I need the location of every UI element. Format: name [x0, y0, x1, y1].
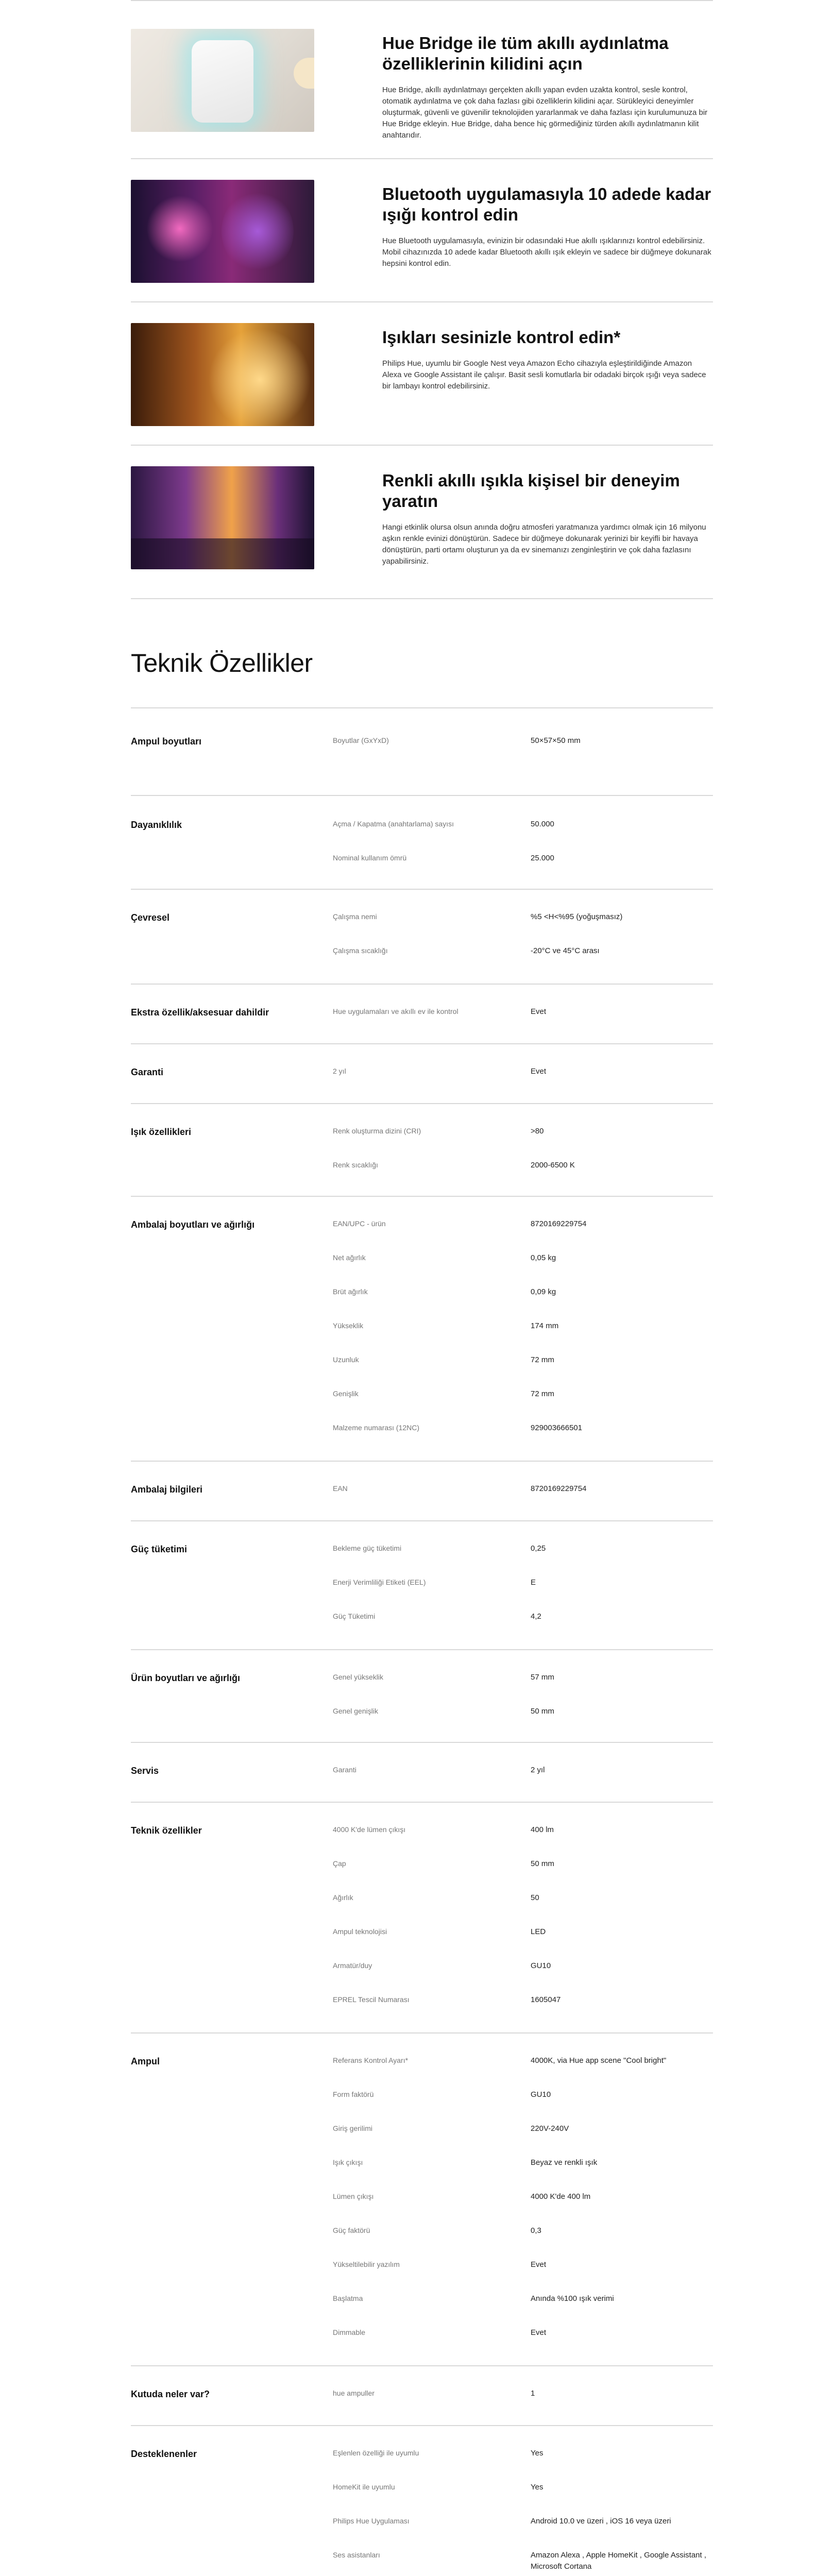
specs-title: Teknik Özellikler: [131, 649, 313, 677]
spec-value-text: Anında %100 ışık verimi: [531, 2294, 614, 2303]
spec-row: [333, 1320, 713, 1354]
spec-section-label: Ampul: [131, 2056, 160, 2066]
spec-value: [531, 735, 713, 747]
spec-value: [531, 2191, 713, 2202]
spec-value: [531, 1483, 713, 1495]
spec-row: [333, 1672, 713, 1706]
feature-list: [131, 1, 713, 599]
spec-value: [531, 2293, 713, 2304]
spec-section: [131, 1649, 713, 1742]
spec-row: [333, 2550, 713, 2576]
spec-key: 2 yıl: [333, 1067, 346, 1075]
spec-value-text: Evet: [531, 2328, 547, 2337]
spec-value: [531, 1765, 713, 1776]
spec-value: [531, 2550, 713, 2572]
spec-section: [131, 1043, 713, 1103]
spec-section-label: Garanti: [131, 1067, 164, 1077]
spec-value-text: 1605047: [531, 1995, 561, 2004]
spec-row: [333, 2448, 713, 2482]
spec-section-label: Teknik özellikler: [131, 1825, 202, 1836]
spec-value: [531, 1252, 713, 1264]
spec-value-text: 174 mm: [531, 1321, 559, 1330]
spec-row: [333, 2327, 713, 2338]
spec-key: Renk sıcaklığı: [333, 1161, 378, 1169]
spec-row: [333, 1577, 713, 1611]
spec-value-text: 4000 K'de 400 lm: [531, 2192, 591, 2201]
spec-value: [531, 1006, 713, 1018]
spec-row: [333, 945, 713, 957]
spec-key: Çalışma nemi: [333, 912, 377, 921]
feature-title: Renkli akıllı ışıkla kişisel bir deneyim yaratın: [382, 471, 680, 511]
spec-section: [131, 1461, 713, 1520]
spec-key: Işık çıkışı: [333, 2158, 363, 2166]
spec-key: Yükseltilebilir yazılım: [333, 2260, 400, 2268]
spec-section: [131, 1196, 713, 1461]
spec-value-text: 0,09 kg: [531, 1287, 556, 1296]
spec-value-text: 2 yıl: [531, 1766, 545, 1774]
spec-row: [333, 1858, 713, 1892]
feature-description: Hue Bluetooth uygulamasıyla, evinizin bir odasındaki Hue akıllı ışıklarınızı kontrol edebilirsiniz. Mobil cihazınızda 10 adede kadar Bluetooth akıllı ışık ekleyin ve sadece bir düğmeye dokunarak hepsini kontrol edin.: [382, 236, 711, 268]
spec-key: Dimmable: [333, 2328, 366, 2336]
spec-key: Lümen çıkışı: [333, 2192, 374, 2200]
spec-value-text: 50×57×50 mm: [531, 736, 581, 745]
spec-key: Bekleme güç tüketimi: [333, 1544, 402, 1552]
spec-row: [333, 2293, 713, 2327]
spec-value-text: 4,2: [531, 1612, 541, 1621]
spec-value-text: GU10: [531, 2090, 551, 2099]
spec-row: [333, 1892, 713, 1926]
spec-value: [531, 1926, 713, 1938]
spec-key: Net ağırlık: [333, 1253, 366, 1262]
feature-title: Işıkları sesinizle kontrol edin*: [382, 328, 621, 347]
spec-row: [333, 1218, 713, 1252]
spec-value: [531, 853, 713, 864]
spec-key: Açma / Kapatma (anahtarlama) sayısı: [333, 820, 454, 828]
spec-value-text: >80: [531, 1127, 544, 1136]
spec-value: [531, 1543, 713, 1554]
spec-value: [531, 819, 713, 830]
spec-key: Güç faktörü: [333, 2226, 370, 2234]
spec-key: Ağırlık: [333, 1893, 353, 1902]
spec-row: [333, 2259, 713, 2293]
spec-value-text: 929003666501: [531, 1423, 583, 1432]
spec-row: [333, 1286, 713, 1320]
spec-value: [531, 1160, 713, 1171]
spec-row: [333, 853, 713, 864]
spec-value: [531, 2055, 713, 2066]
spec-value-text: 50: [531, 1893, 539, 1902]
spec-value-text: Yes: [531, 2449, 543, 2458]
spec-row: [333, 1160, 713, 1171]
spec-row: [333, 1483, 713, 1495]
spec-section: [131, 1520, 713, 1649]
spec-row: [333, 1994, 713, 2006]
spec-section-label: Güç tüketimi: [131, 1544, 188, 1554]
spec-key: Philips Hue Uygulaması: [333, 2517, 410, 2525]
spec-value: [531, 1960, 713, 1972]
spec-row: [333, 1706, 713, 1717]
spec-section: [131, 1742, 713, 1802]
spec-section-label: Ambalaj boyutları ve ağırlığı: [131, 1219, 255, 1230]
spec-value-text: 0,05 kg: [531, 1253, 556, 1262]
spec-key: EAN/UPC - ürün: [333, 1219, 386, 1228]
spec-value-text: 72 mm: [531, 1355, 554, 1364]
spec-value: [531, 1858, 713, 1870]
spec-key: Hue uygulamaları ve akıllı ev ile kontrol: [333, 1007, 458, 1015]
spec-key: Uzunluk: [333, 1355, 359, 1364]
color-light-image: [131, 466, 314, 569]
voice-control-image: [131, 323, 314, 426]
spec-value-text: 25.000: [531, 854, 554, 862]
bluetooth-image: [131, 180, 314, 283]
spec-row: [333, 1765, 713, 1776]
spec-value-text: 72 mm: [531, 1389, 554, 1398]
spec-value: [531, 2482, 713, 2493]
spec-value-text: 0,3: [531, 2226, 541, 2235]
spec-row: [333, 1006, 713, 1018]
feature-bluetooth: [131, 159, 713, 302]
spec-section: [131, 1103, 713, 1196]
spec-value-text: 1: [531, 2389, 535, 2398]
spec-section-label: Işık özellikleri: [131, 1127, 192, 1137]
spec-section-label: Servis: [131, 1766, 159, 1776]
spec-key: Çap: [333, 1859, 346, 1868]
feature-title: Hue Bridge ile tüm akıllı aydınlatma özelliklerinin kilidini açın: [382, 33, 669, 73]
spec-value: [531, 1354, 713, 1366]
spec-row: [333, 2191, 713, 2225]
spec-value: [531, 1577, 713, 1588]
spec-value-text: 0,25: [531, 1544, 546, 1553]
spec-section: [131, 1802, 713, 2032]
spec-value: [531, 1611, 713, 1622]
feature-color-light: [131, 446, 713, 599]
spec-value-text: Evet: [531, 1007, 547, 1016]
spec-value-text: 57 mm: [531, 1673, 554, 1682]
spec-section-label: Desteklenenler: [131, 2449, 197, 2459]
spec-value: [531, 1422, 713, 1434]
feature-title: Bluetooth uygulamasıyla 10 adede kadar ışığı kontrol edin: [382, 184, 711, 224]
spec-row: [333, 2055, 713, 2089]
spec-value: [531, 2259, 713, 2270]
spec-key: Ampul teknolojisi: [333, 1927, 387, 1936]
spec-value-text: 50.000: [531, 820, 554, 828]
spec-key: Nominal kullanım ömrü: [333, 854, 407, 862]
spec-section-label: Çevresel: [131, 912, 170, 923]
spec-row: [333, 1543, 713, 1577]
spec-key: hue ampuller: [333, 2389, 375, 2397]
spec-row: [333, 1960, 713, 1994]
spec-value: [531, 1388, 713, 1400]
spec-value-text: LED: [531, 1927, 546, 1936]
spec-value: [531, 911, 713, 923]
spec-row: [333, 1422, 713, 1434]
spec-section-label: Kutuda neler var?: [131, 2389, 210, 2399]
spec-key: Genel yükseklik: [333, 1673, 384, 1681]
spec-key: Çalışma sıcaklığı: [333, 946, 388, 955]
spec-value: [531, 1994, 713, 2006]
spec-row: [333, 911, 713, 945]
spec-key: Referans Kontrol Ayarı*: [333, 2056, 409, 2064]
spec-value: [531, 2388, 713, 2399]
spec-key: Boyutlar (GxYxD): [333, 736, 389, 744]
spec-value: [531, 2448, 713, 2459]
spec-value: [531, 1892, 713, 1904]
spec-key: Renk oluşturma dizini (CRI): [333, 1127, 421, 1135]
spec-value: [531, 2123, 713, 2134]
spec-row: [333, 1066, 713, 1077]
spec-section: [131, 2425, 713, 2576]
spec-value-text: Beyaz ve renkli ışık: [531, 2158, 598, 2167]
spec-key: Eşlenlen özelliği ile uyumlu: [333, 2449, 419, 2457]
spec-value-text: GU10: [531, 1961, 551, 1970]
spec-key: Güç Tüketimi: [333, 1612, 376, 1620]
spec-section: [131, 795, 713, 889]
spec-value: [531, 2327, 713, 2338]
spec-section: [131, 2365, 713, 2425]
spec-value: [531, 1706, 713, 1717]
spec-value-text: Evet: [531, 1067, 547, 1076]
spec-value-text: 4000K, via Hue app scene "Cool bright": [531, 2056, 667, 2065]
spec-section-label: Ekstra özellik/aksesuar dahildir: [131, 1007, 269, 1018]
spec-section-label: Ürün boyutları ve ağırlığı: [131, 1673, 241, 1683]
spec-value-text: Amazon Alexa , Apple HomeKit , Google Assistant , Microsoft Cortana: [531, 2551, 707, 2571]
spec-row: [333, 2482, 713, 2516]
spec-value-text: 220V-240V: [531, 2124, 569, 2133]
spec-key: Başlatma: [333, 2294, 363, 2302]
spec-section-label: Dayanıklılık: [131, 820, 182, 830]
spec-row: [333, 819, 713, 853]
spec-value: [531, 1320, 713, 1332]
feature-hue-bridge: [131, 1, 713, 159]
content-container: [131, 0, 713, 2576]
spec-value: [531, 945, 713, 957]
spec-row: [333, 1926, 713, 1960]
spec-key: Brüt ağırlık: [333, 1287, 368, 1296]
spec-value: [531, 1286, 713, 1298]
spec-value-text: 50 mm: [531, 1707, 554, 1716]
spec-key: Giriş gerilimi: [333, 2124, 372, 2132]
spec-key: Form faktörü: [333, 2090, 374, 2098]
spec-value: [531, 2225, 713, 2236]
spec-value-text: E: [531, 1578, 536, 1587]
spec-key: Enerji Verimliliği Etiketi (EEL): [333, 1578, 426, 1586]
spec-row: [333, 1354, 713, 1388]
spec-section-label: Ambalaj bilgileri: [131, 1484, 203, 1495]
spec-row: [333, 2225, 713, 2259]
spec-row: [333, 1126, 713, 1160]
feature-description: Hangi etkinlik olursa olsun anında doğru atmosferi yaratmanıza yardımcı olmak için 16 milyonu aşkın renkle evinizi dönüştürün. Sadece bir düğmeye dokunarak yerinizi bir keyifli bir havaya dönüştürün, parti ortamı oluşturun ya da ev sinemanızı zenginleştirin ve çok daha fazlasını yapabilirsiniz.: [382, 523, 706, 566]
spec-key: Yükseklik: [333, 1321, 364, 1330]
spec-value-text: 50 mm: [531, 1859, 554, 1868]
spec-key: Genel genişlik: [333, 1707, 378, 1715]
spec-value-text: 2000-6500 K: [531, 1161, 575, 1170]
spec-row: [333, 1388, 713, 1422]
spec-value-text: -20°C ve 45°C arası: [531, 946, 600, 955]
spec-row: [333, 2157, 713, 2191]
spec-section: [131, 984, 713, 1043]
spec-row: [333, 1611, 713, 1622]
spec-key: 4000 K'de lümen çıkışı: [333, 1825, 406, 1834]
spec-value: [531, 2516, 713, 2527]
spec-key: Garanti: [333, 1766, 356, 1774]
spec-value-text: Evet: [531, 2260, 547, 2269]
spec-key: Malzeme numarası (12NC): [333, 1423, 420, 1432]
spec-value: [531, 1218, 713, 1230]
hue-bridge-image: [131, 29, 314, 132]
spec-value-text: 400 lm: [531, 1825, 554, 1834]
spec-section: [131, 2032, 713, 2365]
spec-row: [333, 2388, 713, 2399]
spec-value-text: Yes: [531, 2483, 543, 2492]
feature-description: Hue Bridge, akıllı aydınlatmayı gerçekten akıllı yapan evden uzakta kontrol, sesle kontrol, otomatik aydınlatma ve çok daha fazlası gibi özelliklerin kilidini açar. Sürükleyici deneyimler oluşturmak, güvenli ve güvenilir teknolojiden yararlanmak ve daha fazlası için kurulumunuza bir Hue Bridge ekleyin. Hue Bridge, daha bence hiç görmediğiniz türden akıllı aydınlatmanın kilit anahtarıdır.: [382, 86, 708, 140]
spec-value-text: 8720169229754: [531, 1484, 587, 1493]
spec-row: [333, 1252, 713, 1286]
spec-row: [333, 2516, 713, 2550]
spec-value-text: %5 <H<%95 (yoğuşmasız): [531, 912, 623, 921]
spec-value: [531, 2157, 713, 2168]
specs-table: [131, 707, 713, 2576]
spec-row: [333, 2089, 713, 2123]
spec-key: Ses asistanları: [333, 2551, 380, 2559]
spec-key: Genişlik: [333, 1389, 359, 1398]
spec-row: [333, 2123, 713, 2157]
spec-value-text: 8720169229754: [531, 1219, 587, 1228]
spec-key: EPREL Tescil Numarası: [333, 1995, 410, 2004]
spec-value: [531, 1672, 713, 1683]
feature-description: Philips Hue, uyumlu bir Google Nest veya Amazon Echo cihazıyla eşleştirildiğinde Amazon Alexa ve Google Assistant ile çalışır. Basit sesli komutlarla bir odadaki birçok ışığı veya sadece bir lambayı kontrol edebilirsiniz.: [382, 359, 706, 391]
spec-key: EAN: [333, 1484, 348, 1493]
spec-section-label: Ampul boyutları: [131, 736, 202, 747]
spec-value: [531, 1126, 713, 1137]
spec-value: [531, 1824, 713, 1836]
spec-value: [531, 2089, 713, 2100]
spec-key: Armatür/duy: [333, 1961, 372, 1970]
spec-section: [131, 889, 713, 984]
spec-row: [333, 1824, 713, 1858]
spec-value: [531, 1066, 713, 1077]
feature-voice-control: [131, 302, 713, 446]
spec-row: [333, 735, 713, 747]
spec-key: HomeKit ile uyumlu: [333, 2483, 395, 2491]
spec-value-text: Android 10.0 ve üzeri , iOS 16 veya üzeri: [531, 2517, 671, 2526]
spec-section: [131, 707, 713, 795]
